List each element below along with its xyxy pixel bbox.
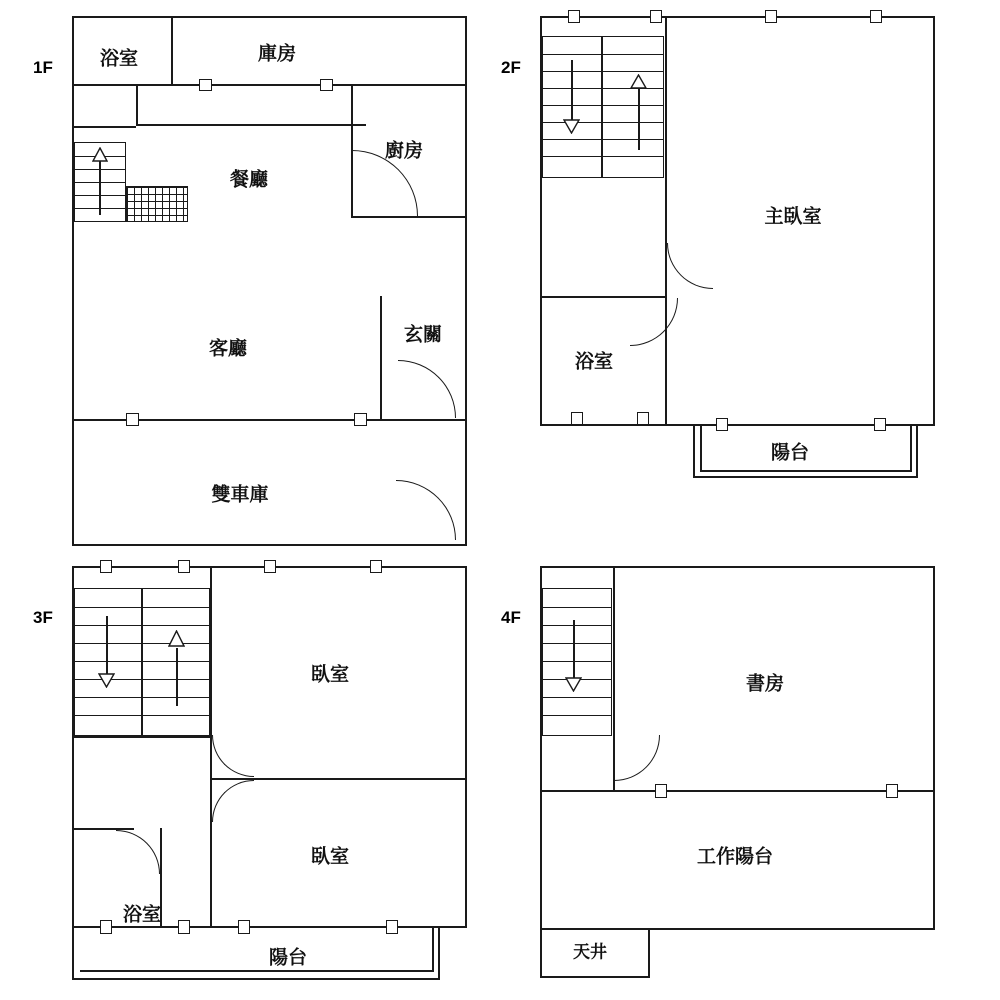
window-icon-3f-c xyxy=(264,560,276,573)
down-arrow-icon-4f xyxy=(565,676,582,692)
window-icon-3f-d xyxy=(370,560,382,573)
room-label-4f-2: 天井 xyxy=(573,942,607,962)
window-icon-1f-d xyxy=(354,413,367,426)
up-arrow-icon-2f xyxy=(630,74,647,90)
room-label-2f-2: 陽台 xyxy=(770,442,810,464)
stairs-3f-down xyxy=(74,588,142,736)
up-arrow-icon-3f xyxy=(168,630,185,648)
window-icon-1f-b xyxy=(320,79,333,91)
wall-3f-corridor-right xyxy=(210,566,212,928)
floor-label-1f: 1F xyxy=(33,58,53,77)
room-label-3f-1: 臥室 xyxy=(310,846,350,868)
window-icon-4f-a xyxy=(655,784,667,798)
window-icon-3f-b xyxy=(178,560,190,573)
stair-down-line-2f xyxy=(571,60,573,122)
room-label-4f-1: 工作陽台 xyxy=(696,846,774,868)
window-icon-2f-e xyxy=(571,412,583,425)
window-icon-2f-h xyxy=(874,418,886,431)
floor-label-3f: 3F xyxy=(33,608,53,627)
stair-up-line-3f xyxy=(176,648,178,706)
balcony-inner-right-2f xyxy=(910,426,912,472)
window-icon-2f-d xyxy=(870,10,882,23)
wall-1f-store-left xyxy=(136,84,138,126)
room-label-1f-5: 玄關 xyxy=(403,324,443,346)
wall-1f-bath-bottom xyxy=(72,84,172,86)
wall-1f-bath-right xyxy=(171,16,173,86)
wall-1f-stair-top xyxy=(72,126,136,128)
wall-1f-store-bottom xyxy=(136,124,366,126)
stairs-2f-up xyxy=(602,36,664,178)
stair-down-line-4f xyxy=(573,620,575,680)
room-label-1f-0: 浴室 xyxy=(99,48,139,70)
window-icon-3f-f xyxy=(178,920,190,934)
stair-up-line-1f xyxy=(99,160,101,215)
up-arrow-icon-1f xyxy=(92,147,108,162)
balcony-inner-left-2f xyxy=(700,426,702,472)
floor-label-4f: 4F xyxy=(501,608,521,627)
balcony-inner-2f xyxy=(700,470,912,472)
down-arrow-icon-3f xyxy=(98,672,115,688)
room-label-1f-3: 餐廳 xyxy=(229,169,269,191)
wall-1f-kitchen-bottom xyxy=(351,216,467,218)
wall-3f-bath-top-a xyxy=(72,828,134,830)
room-label-3f-2: 浴室 xyxy=(122,904,162,926)
room-label-1f-2: 廚房 xyxy=(384,140,424,162)
room-label-2f-0: 主臥室 xyxy=(764,206,822,228)
room-label-1f-6: 雙車庫 xyxy=(211,484,269,506)
window-icon-3f-h xyxy=(386,920,398,934)
wall-1f-entry-left xyxy=(380,296,382,420)
wall-2f-corridor-right xyxy=(665,16,667,426)
window-icon-2f-c xyxy=(765,10,777,23)
stair-down-line-3f xyxy=(106,616,108,676)
window-icon-2f-f xyxy=(637,412,649,425)
stair-up-line-2f xyxy=(638,88,640,150)
window-icon-2f-b xyxy=(650,10,662,23)
wall-4f-work-balcony-top xyxy=(540,790,935,792)
wall-3f-stairhall-bottom xyxy=(72,736,210,738)
balcony-inner-3f xyxy=(80,970,432,972)
room-label-3f-0: 臥室 xyxy=(310,664,350,686)
stairs-4f xyxy=(542,588,612,736)
room-label-1f-4: 客廳 xyxy=(208,338,248,360)
window-icon-3f-g xyxy=(238,920,250,934)
window-icon-3f-a xyxy=(100,560,112,573)
window-icon-1f-c xyxy=(126,413,139,426)
room-label-4f-0: 書房 xyxy=(745,673,785,695)
down-arrow-icon-2f xyxy=(563,118,580,134)
floor-label-2f: 2F xyxy=(501,58,521,77)
wall-1f-store-top xyxy=(172,84,466,86)
stair-landing-hatch-1f xyxy=(126,186,188,222)
room-label-1f-1: 庫房 xyxy=(257,43,297,65)
window-icon-1f-a xyxy=(199,79,212,91)
window-icon-2f-a xyxy=(568,10,580,23)
room-label-2f-1: 浴室 xyxy=(574,351,614,373)
window-icon-4f-b xyxy=(886,784,898,798)
window-icon-3f-e xyxy=(100,920,112,934)
room-label-3f-3: 陽台 xyxy=(268,947,308,969)
balcony-inner-right-3f xyxy=(432,928,434,972)
window-icon-2f-g xyxy=(716,418,728,431)
outer-wall-1f xyxy=(72,16,467,546)
